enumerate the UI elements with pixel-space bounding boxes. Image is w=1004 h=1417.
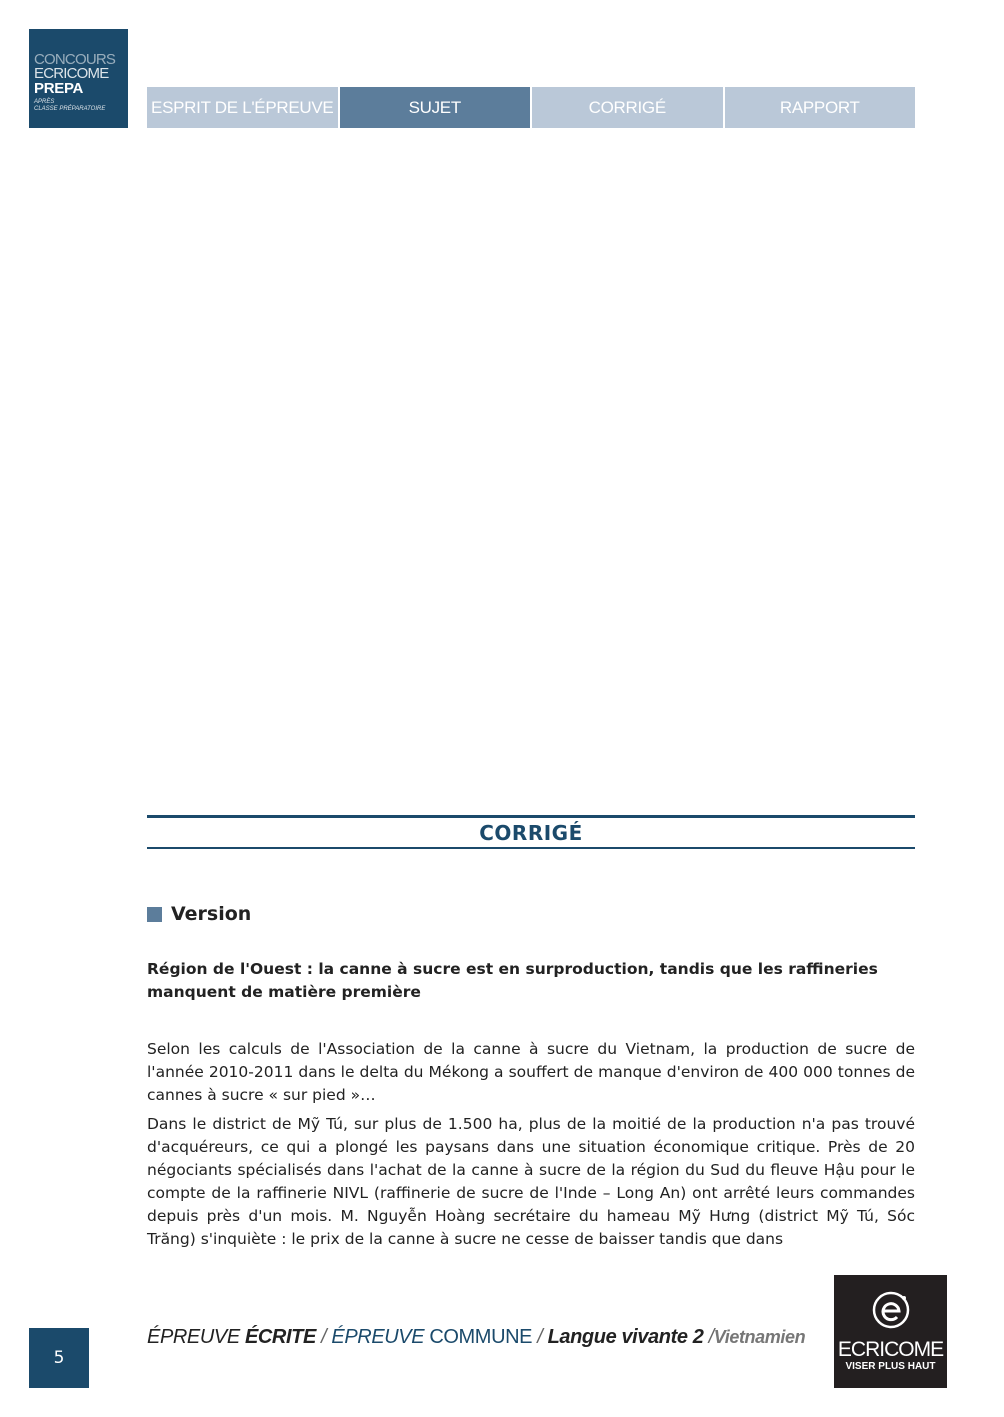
tab-corrige[interactable]: CORRIGÉ	[532, 87, 723, 128]
page-number	[29, 1328, 89, 1388]
section-title	[147, 815, 915, 849]
footer-langue: Langue vivante 2	[547, 1326, 704, 1348]
subsection-heading	[147, 903, 251, 925]
footer-separator: /	[532, 1326, 548, 1348]
logo-classe-preparatoire: CLASSE PRÉPARATOIRE	[34, 106, 106, 112]
paragraph: Selon les calculs de l'Association de la canne à sucre du Vietnam, la production de sucre de l'année 2010-2011 dans le delta du Mékong a souffert de manque d'environ de 400 000 tonnes de cannes à sucre « sur pied »…	[147, 1040, 915, 1104]
footer-separator: /	[703, 1326, 714, 1348]
logo-concours: CONCOURS	[34, 51, 116, 68]
footer-vietnamien: Vietnamien	[713, 1327, 806, 1347]
tab-sujet[interactable]: SUJET	[340, 87, 531, 128]
footer-caption	[147, 1326, 805, 1349]
section-tabs	[147, 87, 915, 128]
ecricome-e-icon	[871, 1290, 911, 1330]
document-title: Région de l'Ouest : la canne à sucre est en surproduction, tandis que les raffineries manquent de matière première	[147, 960, 878, 1001]
brand-slogan: VISER PLUS HAUT	[845, 1361, 936, 1372]
section-title-text: CORRIGÉ	[479, 820, 583, 845]
logo-prepa: PREPA	[34, 80, 84, 97]
ecricome-brand-logo	[834, 1275, 947, 1388]
body-text	[147, 1038, 915, 1257]
footer-separator: /	[315, 1326, 332, 1348]
page-number-text: 5	[53, 1348, 65, 1368]
subsection-title: Version	[171, 903, 252, 925]
tab-rapport[interactable]: RAPPORT	[725, 87, 916, 128]
tab-esprit-de-l-epreuve[interactable]: ESPRIT DE L'ÉPREUVE	[147, 87, 338, 128]
footer-commune: COMMUNE	[429, 1326, 533, 1348]
logo-ecricome: ECRICOME	[34, 65, 109, 82]
logo-apres: APRÈS	[34, 99, 55, 105]
paragraph: Dans le district de Mỹ Tú, sur plus de 1.500 ha, plus de la moitié de la production n'a pas trouvé d'acquéreurs, ce qui a plongé les paysans dans une situation économique critique. Près de 20 négociants spécialisés dans l'achat de la canne à sucre de la région du Sud du fleuve Hậu pour le compte de la raffinerie NIVL (raffinerie de sucre de l'Inde – Long An) ont arrêté leurs commandes depuis près d'un mois. M. Nguyễn Hoàng secrétaire du hameau Mỹ Hưng (district Mỹ Tú, Sóc Trăng) s'inquiète : le prix de la canne à sucre ne cesse de baisser tandis que dans	[147, 1115, 915, 1248]
footer-epreuve-2: ÉPREUVE	[331, 1326, 430, 1348]
footer-ecrite: ÉCRITE	[244, 1326, 316, 1348]
concours-logo	[29, 29, 128, 128]
square-bullet-icon	[147, 907, 162, 922]
footer-epreuve: ÉPREUVE	[147, 1326, 245, 1348]
brand-name: ECRICOME	[837, 1338, 944, 1361]
